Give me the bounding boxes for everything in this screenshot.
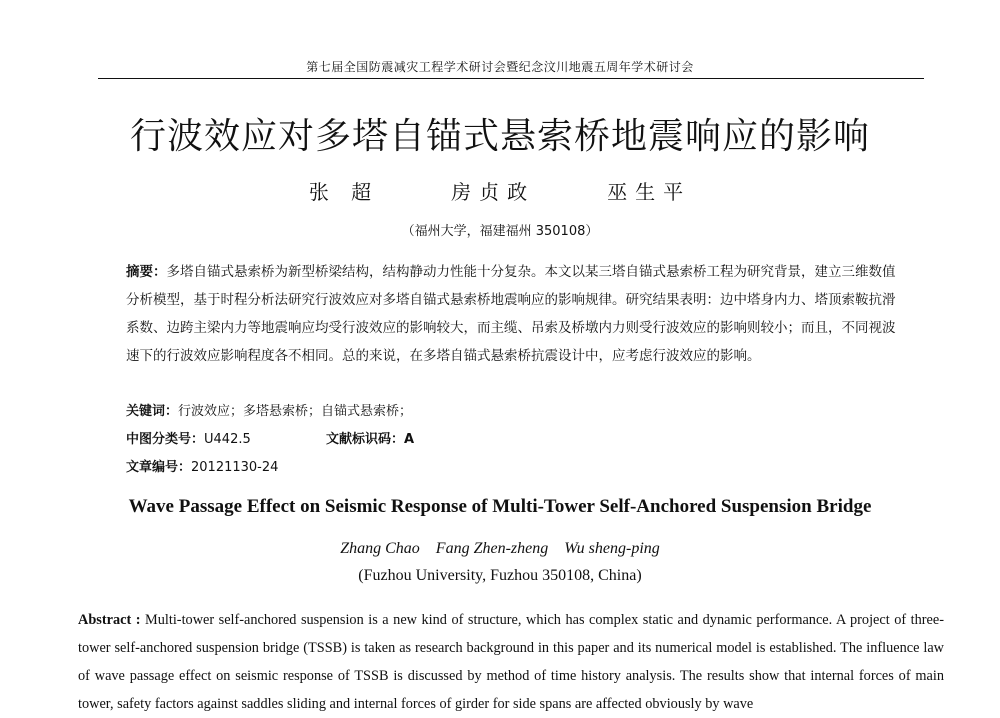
document-code-value: A (404, 432, 415, 447)
running-head: 第七届全国防震减灾工程学术研讨会暨纪念汶川地震五周年学术研讨会 (306, 60, 694, 74)
title-english: Wave Passage Effect on Seismic Response of Multi-Tower Self-Anchored Suspension Bridge (128, 496, 872, 517)
keywords-cn-text: 行波效应；多塔悬索桥；自锚式悬索桥； (178, 404, 413, 419)
author-en-1: Zhang Chao (340, 540, 420, 557)
document-code (326, 428, 414, 447)
keywords-chinese (126, 400, 898, 419)
affiliation-english: (Fuzhou University, Fuzhou 350108, China) (358, 567, 642, 584)
author-en-2: Fang Zhen-zheng (435, 540, 549, 557)
abstract-cn-label: 摘要： (126, 264, 167, 280)
abstract-chinese (126, 258, 898, 370)
author-cn-2: 房贞政 (451, 180, 536, 204)
abstract-cn-text: 多塔自锚式悬索桥为新型桥梁结构，结构静动力性能十分复杂。本文以某三塔自锚式悬索桥工程为研究背景，建立三维数值分析模型，基于时程分析法研究行波效应对多塔自锚式悬索桥地震响应的影响规律。研究结果表明：边中塔身内力、塔顶索鞍抗滑系数、边跨主梁内力等地震响应均受行波效应的影响较大，而主缆、吊索及桥墩内力则受行波效应的影响则较小；而且，不同视波速下的行波效应影响程度各不相同。总的来说，在多塔自锚式悬索桥抗震设计中，应考虑行波效应的影响。 (126, 264, 896, 364)
document-code-label: 文献标识码： (326, 432, 405, 447)
header-rule (98, 78, 924, 79)
author-cn-3: 巫生平 (607, 180, 692, 204)
article-number-value: 20121130-24 (191, 460, 279, 475)
author-en-3: Wu sheng-ping (564, 540, 660, 557)
abstract-en-text: Multi-tower self-anchored suspension is a new kind of structure, which has complex static and dynamic performance. A project of three-tower self-anchored suspension bridge (TSSB) is taken as research background in this paper and its numerical model is established. The influence law of wave passage effect on seismic response of TSSB is discussed by method of time history analysis. The results show that internal forces of main tower, safety factors against saddles sliding and internal forces of girder for side spans are affected obviously by wave (78, 612, 944, 712)
article-number-label: 文章编号： (126, 460, 192, 475)
classification-label: 中图分类号： (126, 432, 205, 447)
article-number-line (126, 456, 898, 475)
abstract-en-label: Abstract : (78, 612, 141, 628)
affiliation-chinese: （福州大学，福建福州 350108） (401, 224, 599, 239)
authors-english (0, 540, 1000, 558)
title-chinese: 行波效应对多塔自锚式悬索桥地震响应的影响 (129, 116, 870, 157)
abstract-english (78, 606, 944, 718)
authors-chinese (0, 176, 1000, 205)
classification-line (126, 428, 898, 447)
author-cn-1: 张 超 (308, 180, 380, 204)
classification-value: U442.5 (204, 432, 251, 447)
keywords-cn-label: 关键词： (126, 404, 179, 419)
